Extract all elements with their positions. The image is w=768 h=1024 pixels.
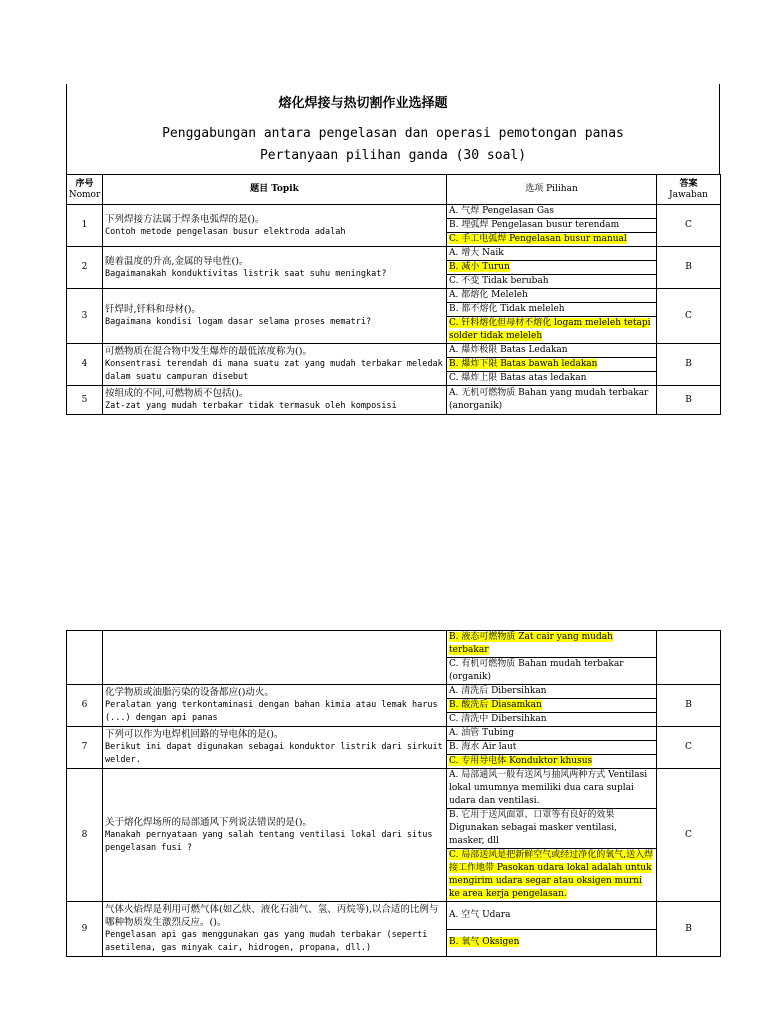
- question-text-cn: 下列可以作为电焊机回路的导电体的是()。: [105, 729, 284, 740]
- subtitle-id: Pertanyaan pilihan ganda (30 soal): [259, 148, 527, 163]
- option-cell: [447, 358, 657, 372]
- option-text: B. 氧气 Oksigen: [449, 937, 520, 948]
- option-text: C. 有机可燃物质 Bahan mudah terbakar (organik): [449, 659, 624, 682]
- option-text: A. 清洗后 Dibersihkan: [449, 686, 547, 696]
- question-table-2: [66, 630, 721, 957]
- question-text-id: Berikut ini dapat digunakan sebagai konduktor listrik dari sirkuit welder.: [105, 742, 443, 765]
- question-number: 3: [67, 289, 103, 344]
- option-text: A. 爆炸极限 Batas Ledakan: [449, 345, 568, 355]
- option-text: B. 爆炸下限 Batas bawah ledakan: [449, 359, 598, 369]
- option-cell: [447, 233, 657, 247]
- option-text: A. 增大 Naik: [449, 248, 504, 258]
- table-row: [67, 727, 721, 741]
- table-row: [67, 289, 721, 303]
- option-cell: [447, 303, 657, 317]
- option-text: A. 都熔化 Meleleh: [449, 290, 528, 300]
- question-topic: [103, 247, 447, 289]
- title-cn: 熔化焊接与热切割作业选择题: [278, 96, 448, 111]
- header-topic: 题目 Topik: [103, 175, 447, 205]
- option-text: B. 减小 Turun: [449, 262, 510, 272]
- table-row: [67, 902, 721, 930]
- title-block: [66, 84, 720, 174]
- question-topic: [103, 205, 447, 247]
- answer-cell: B: [657, 902, 721, 957]
- table-row: [67, 386, 721, 415]
- question-number: 1: [67, 205, 103, 247]
- question-number-cont: [67, 631, 103, 685]
- page-2: [66, 630, 720, 957]
- option-text: B. 酸洗后 Diasamkan: [449, 700, 542, 710]
- question-text-cn: 关于熔化焊场所的局部通风下列说法错误的是()。: [105, 816, 312, 828]
- answer-cell: C: [657, 769, 721, 902]
- option-text: C. 专用导电体 Konduktor khusus: [449, 756, 593, 766]
- question-number: 6: [67, 685, 103, 727]
- option-text: A. 空气 Udara: [449, 909, 511, 920]
- question-number: 5: [67, 386, 103, 415]
- question-text-id: Pengelasan api gas menggunakan gas yang mudah terbakar (seperti asetilena, gas minyak cair, hidrogen, propana, dll.): [105, 930, 428, 953]
- option-cell: [447, 769, 657, 809]
- question-text-id: Bagaimanakah konduktivitas listrik saat suhu meningkat?: [105, 268, 387, 279]
- option-cell: [447, 261, 657, 275]
- question-topic: [103, 344, 447, 386]
- question-text-id: Manakah pernyataan yang salah tentang ventilasi lokal dari situs pengelasan fusi ?: [105, 829, 433, 853]
- question-topic: [103, 685, 447, 727]
- question-text-id: Bagaimana kondisi logam dasar selama proses mematri?: [105, 317, 372, 327]
- question-topic: [103, 769, 447, 902]
- header-number: 序号 Nomor: [67, 175, 103, 205]
- question-text-cn: 气体火焰焊是利用可燃气体(如乙炔、液化石油气、氢、丙烷等),以合适的比例与哪种物质发生激烈反应。()。: [105, 904, 439, 928]
- option-cell: [447, 658, 657, 685]
- question-number: 8: [67, 769, 103, 902]
- option-cell: [447, 902, 657, 930]
- option-text: C. 清洗中 Dibersihkan: [449, 714, 547, 724]
- header-options: 选项 Pilihan: [447, 175, 657, 205]
- option-text: B. 海水 Air laut: [449, 742, 517, 752]
- question-text-id: Zat-zat yang mudah terbakar tidak termasuk oleh komposisi: [105, 401, 397, 411]
- question-text-cn: 下列焊接方法属于焊条电弧焊的是()。: [105, 213, 265, 225]
- option-text: A. 油管 Tubing: [449, 728, 515, 738]
- question-text-id: Konsentrasi terendah di mana suatu zat yang mudah terbakar meledak dalam suatu campuran disebut: [105, 359, 443, 382]
- option-text: C. 局部送风是把新鲜空气或经过净化的氧气,送入焊接工作地带 Pasokan udara lokal adalah untuk mengirim udara segar atau oksigen murni ke area kerja pengelasan.: [449, 850, 654, 899]
- option-cell: [447, 317, 657, 344]
- option-cell: [447, 929, 657, 957]
- table-row: [67, 769, 721, 809]
- answer-cell: C: [657, 289, 721, 344]
- answer-cell-cont: [657, 631, 721, 685]
- option-cell: [447, 713, 657, 727]
- option-cell: [447, 372, 657, 386]
- question-number: 9: [67, 902, 103, 957]
- option-cell: [447, 386, 657, 415]
- option-cell: [447, 247, 657, 261]
- option-text: C. 不变 Tidak berubah: [449, 276, 549, 286]
- table-row: [67, 344, 721, 358]
- option-cell: [447, 755, 657, 769]
- header-answer: 答案 Jawaban: [657, 175, 721, 205]
- option-text: B. 它用于送风面罩、口罩等有良好的效果 Digunakan sebagai masker ventilasi, masker, dll: [449, 810, 617, 846]
- title-id: Penggabungan antara pengelasan dan operasi pemotongan panas: [162, 126, 624, 141]
- question-topic: [103, 727, 447, 769]
- question-text-cn: 随着温度的升高,金属的导电性()。: [105, 255, 249, 267]
- question-number: 2: [67, 247, 103, 289]
- table-row: [67, 631, 721, 658]
- question-table-1: [66, 174, 721, 415]
- option-cell: [447, 275, 657, 289]
- answer-cell: B: [657, 685, 721, 727]
- option-text: A. 局部通风一般有送风与抽风两种方式 Ventilasi lokal umumnya memiliki dua cara suplai udara dan ventilasi.: [449, 770, 648, 806]
- option-cell: [447, 631, 657, 658]
- option-text: C. 手工电弧焊 Pengelasan busur manual: [449, 234, 627, 244]
- table-row: [67, 685, 721, 699]
- option-cell: [447, 344, 657, 358]
- table-row: [67, 205, 721, 219]
- answer-cell: B: [657, 344, 721, 386]
- question-text-cn: 钎焊时,钎料和母材()。: [105, 304, 201, 315]
- question-text-cn: 化学物质或油脂污染的设备都应()动火。: [105, 687, 274, 698]
- option-text: C. 钎料熔化但母材不熔化 logam meleleh tetapi solder tidak meleleh: [449, 318, 651, 341]
- question-number: 4: [67, 344, 103, 386]
- table-row: [67, 247, 721, 261]
- option-cell: [447, 849, 657, 902]
- option-cell: [447, 289, 657, 303]
- option-text: C. 爆炸上限 Batas atas ledakan: [449, 373, 587, 383]
- option-cell: [447, 685, 657, 699]
- option-cell: [447, 741, 657, 755]
- option-cell: [447, 699, 657, 713]
- question-topic: [103, 289, 447, 344]
- question-topic: [103, 386, 447, 415]
- question-text-cn: 按组成的不同,可燃物质不包括()。: [105, 388, 249, 399]
- option-text: B. 埋弧焊 Pengelasan busur terendam: [449, 220, 620, 230]
- page-1: [66, 84, 720, 415]
- question-text-cn: 可燃物质在混合物中发生爆炸的最低浓度称为()。: [105, 346, 312, 357]
- option-cell: [447, 809, 657, 849]
- option-text: A. 无机可燃物质 Bahan yang mudah terbakar (anorganik): [449, 388, 649, 411]
- option-cell: [447, 219, 657, 233]
- option-cell: [447, 727, 657, 741]
- option-cell: [447, 205, 657, 219]
- question-number: 7: [67, 727, 103, 769]
- answer-cell: B: [657, 386, 721, 415]
- question-text-id: Contoh metode pengelasan busur elektroda adalah: [105, 226, 346, 237]
- option-text: A. 气焊 Pengelasan Gas: [449, 206, 555, 216]
- question-topic: [103, 902, 447, 957]
- option-text: B. 都不熔化 Tidak meleleh: [449, 304, 565, 314]
- answer-cell: C: [657, 727, 721, 769]
- option-text: B. 液态可燃物质 Zat cair yang mudah terbakar: [449, 632, 613, 655]
- question-topic-cont: [103, 631, 447, 685]
- question-text-id: Peralatan yang terkontaminasi dengan bahan kimia atau lemak harus (...) dengan api panas: [105, 700, 438, 723]
- answer-cell: C: [657, 205, 721, 247]
- answer-cell: B: [657, 247, 721, 289]
